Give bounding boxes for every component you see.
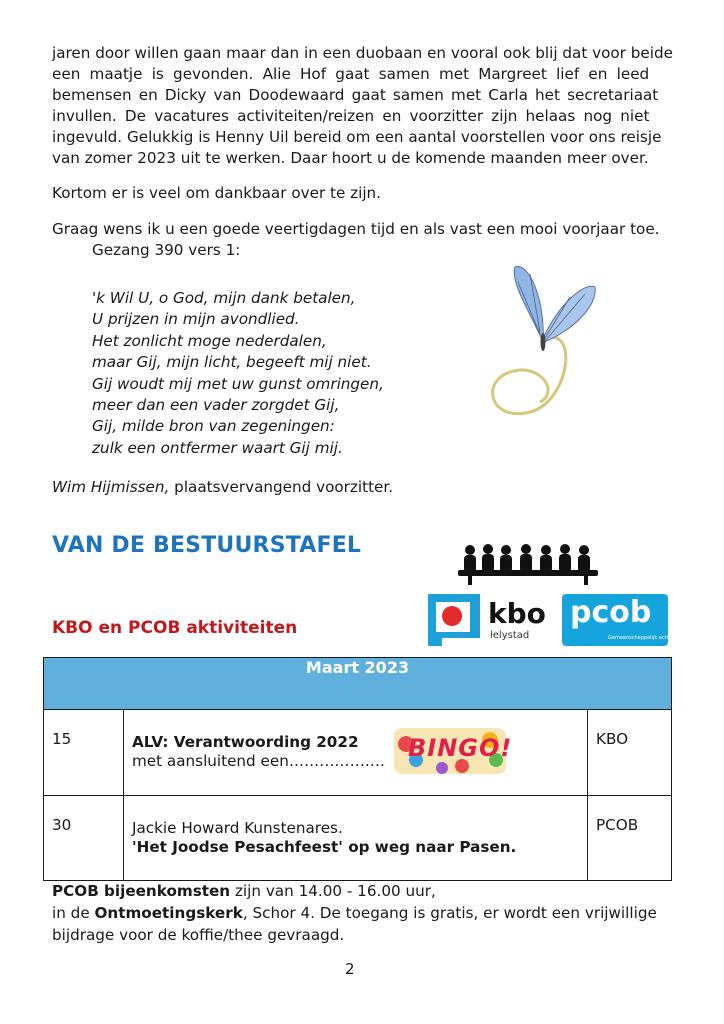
organizer-cell: KBO: [588, 710, 672, 796]
poem-line: Gij, milde bron van zegeningen:: [92, 417, 335, 436]
signature-role: plaatsvervangend voorzitter.: [169, 478, 394, 496]
poem-line: meer dan een vader zorgdet Gij,: [92, 396, 340, 415]
intro-line: ingevuld. Gelukkig is Henny Uil bereid om een aantal voorstellen voor ons reisje: [52, 128, 662, 146]
activities-title: KBO en PCOB aktiviteiten: [52, 618, 298, 638]
table-row: [44, 796, 672, 881]
intro-line: een maatje is gevonden. Alie Hof gaat samen met Margreet lief en leed: [52, 65, 650, 83]
table-header-row: [44, 658, 672, 710]
wish-text: Graag wens ik u een goede veertigdagen tijd en als vast een mooi voorjaar toe.: [52, 220, 660, 238]
footer-text: , Schor 4. De toegang is gratis, er wordt een vrijwillige: [242, 904, 657, 922]
footer-line-3: bijdrage voor de koffie/thee gevraagd.: [52, 926, 345, 944]
footer-bold-church: Ontmoetingskerk: [94, 904, 243, 922]
month-header: Maart 2023: [44, 658, 672, 710]
activity-desc: met aansluitend een……………….: [132, 752, 385, 770]
meeting-table-icon: [458, 543, 598, 585]
kbo-city: lelystad: [490, 630, 530, 641]
activity-title: Jackie Howard Kunstenares.: [132, 819, 343, 837]
kbo-mark-icon: [428, 594, 480, 646]
signature-name: Wim Hijmissen,: [52, 478, 170, 496]
gezang-label: Gezang 390 vers 1:: [92, 241, 241, 259]
activities-table: [43, 657, 672, 881]
day-cell: 15: [44, 710, 124, 796]
signature: [52, 478, 393, 496]
poem-line: 'k Wil U, o God, mijn dank betalen,: [92, 289, 356, 307]
day-cell: 30: [44, 796, 124, 881]
footer-text: in de: [52, 904, 95, 922]
poem-line: Gij woudt mij met uw gunst omringen,: [92, 374, 384, 393]
footer-text: zijn van 14.00 - 16.00 uur,: [230, 882, 436, 900]
kbo-name: kbo: [488, 597, 546, 630]
bingo-icon: [392, 722, 513, 780]
poem-line: zulk een ontfermer waart Gij mij.: [92, 438, 343, 457]
butterfly-icon: [470, 262, 610, 452]
activity-desc: 'Het Joodse Pesachfeest' op weg naar Pasen.: [132, 838, 517, 856]
table-row: [44, 710, 672, 796]
page-number: 2: [345, 960, 355, 978]
intro-paragraph: [52, 43, 673, 169]
poem-line: U prijzen in mijn avondlied.: [92, 310, 300, 329]
pcob-tagline: Gemeenschappelijk actief: [608, 635, 673, 641]
kbo-logo: [428, 594, 548, 646]
pcob-name: pcob: [570, 595, 652, 630]
poem-line: maar Gij, mijn licht, begeeft mij niet.: [92, 353, 372, 372]
kortom-text: Kortom er is veel om dankbaar over te zijn.: [52, 184, 382, 202]
section-title: VAN DE BESTUURSTAFEL: [52, 533, 362, 558]
description-cell: [124, 796, 588, 881]
bingo-text: BINGO!: [408, 734, 513, 762]
footer-line-2: [52, 902, 672, 924]
footer-line-1: [52, 880, 672, 902]
intro-line: bemensen en Dicky van Doodewaard gaat samen met Carla het secretariaat: [52, 86, 659, 104]
pcob-logo: [562, 594, 673, 646]
intro-line: invullen. De vacatures activiteiten/reizen en voorzitter zijn helaas nog niet: [52, 107, 650, 125]
activity-title: ALV: Verantwoording 2022: [132, 733, 359, 751]
intro-line: jaren door willen gaan maar dan in een duobaan en vooral ook blij dat voor beide: [52, 44, 673, 62]
poem-line: Het zonlicht moge nederdalen,: [92, 331, 327, 350]
organizer-cell: PCOB: [588, 796, 672, 881]
intro-line: van zomer 2023 uit te werken. Daar hoort u de komende maanden meer over.: [52, 149, 649, 167]
footer-bold-meetings: PCOB bijeenkomsten: [52, 882, 231, 900]
poem: [92, 288, 384, 459]
description-cell: [124, 710, 588, 796]
